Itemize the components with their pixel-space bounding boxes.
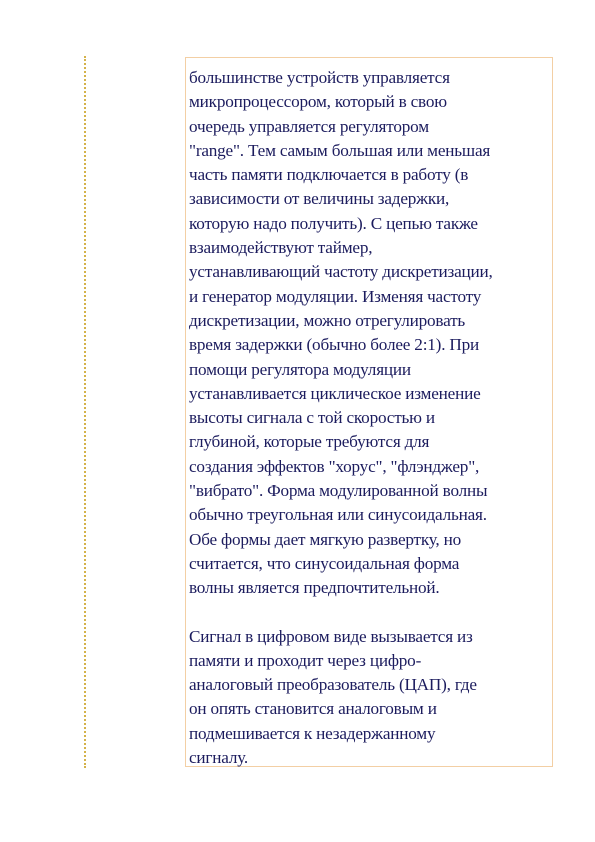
text-line: глубиной, которые требуются для [189, 432, 430, 452]
text-line: "вибрато". Форма модулированной волны [189, 481, 488, 501]
text-line: "range". Тем самым большая или меньшая [189, 140, 491, 160]
paragraph-delay-circuit [189, 66, 552, 601]
text-line: очередь управляется регулятором [189, 116, 429, 136]
text-line: памяти и проходит через цифро- [189, 650, 422, 670]
text-line: высоты сигнала с той скоростью и [189, 408, 435, 428]
text-line: взаимодействуют таймер, [189, 238, 373, 258]
text-line: зависимости от величины задержки, [189, 189, 450, 209]
text-line: аналоговый преобразователь (ЦАП), где [189, 675, 477, 695]
text-line: большинстве устройств управляется [189, 68, 450, 87]
paragraph-dac-output [189, 625, 552, 771]
text-line: помощи регулятора модуляции [189, 359, 411, 379]
text-line: время задержки (обычно более 2:1). При [189, 335, 479, 355]
text-line: устанавливающий частоту дискретизации, [189, 262, 493, 282]
text-line: Сигнал в цифровом виде вызывается из [189, 626, 473, 646]
text-line: которую надо получить). С цепью также [189, 213, 478, 233]
text-line: волны является предпочтительной. [189, 578, 440, 598]
text-line: микропроцессором, который в свою [189, 92, 447, 112]
text-line: дискретизации, можно отрегулировать [189, 310, 466, 330]
text-line: считается, что синусоидальная форма [189, 553, 460, 573]
text-line: сигналу. [189, 748, 248, 768]
text-line: и генератор модуляции. Изменяя частоту [189, 286, 482, 306]
text-line: создания эффектов "хорус", "флэнджер", [189, 456, 480, 476]
text-line: Обе формы дает мягкую развертку, но [189, 529, 462, 549]
text-line: часть памяти подключается в работу (в [189, 165, 469, 185]
text-frame [185, 57, 553, 767]
text-line: устанавливается циклическое изменение [189, 383, 481, 403]
text-line: подмешивается к незадержанному [189, 723, 436, 743]
paragraph-spacer [189, 601, 552, 625]
text-line: он опять становится аналоговым и [189, 699, 437, 719]
margin-dotted-rule [84, 56, 86, 768]
text-line: обычно треугольная или синусоидальная. [189, 505, 487, 525]
